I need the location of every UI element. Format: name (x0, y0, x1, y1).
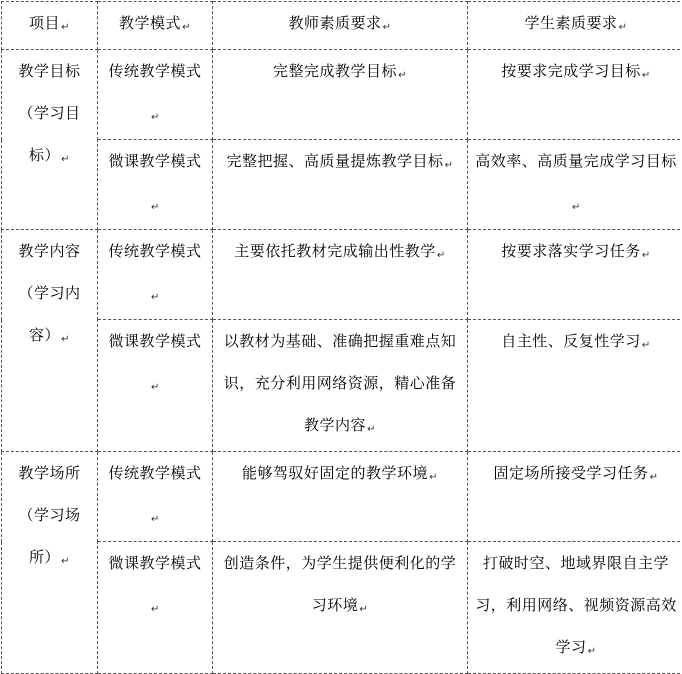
paragraph-mark-icon: ↵ (367, 424, 376, 435)
mode-cell: 传统教学模式↵ (98, 452, 213, 542)
table-row (2, 452, 682, 542)
student-cell: 按要求落实学习任务↵ (468, 230, 682, 320)
paragraph-mark-icon: ↵ (429, 472, 438, 483)
teacher-cell: 完整完成教学目标↵ (213, 50, 468, 140)
paragraph-mark-icon: ↵ (151, 202, 160, 213)
table-row (2, 140, 682, 230)
teacher-cell: 创造条件，为学生提供便利化的学习环境↵ (213, 542, 468, 674)
paragraph-mark-icon: ↵ (588, 646, 597, 657)
table-row (2, 542, 682, 674)
category-cell: 教学内容（学习内容）↵ (2, 230, 98, 452)
paragraph-mark-icon: ↵ (650, 472, 659, 483)
teacher-cell: 完整把握、高质量提炼教学目标↵ (213, 140, 468, 230)
header-cell-item: 项目↵ (2, 2, 98, 50)
paragraph-mark-icon: ↵ (151, 604, 160, 615)
teacher-cell: 以教材为基础、准确把握重难点知识，充分利用网络资源，精心准备教学内容↵ (213, 320, 468, 452)
student-cell: 固定场所接受学习任务↵ (468, 452, 682, 542)
paragraph-mark-icon: ↵ (61, 22, 70, 33)
paragraph-mark-icon: ↵ (61, 154, 70, 165)
mode-cell: 传统教学模式↵ (98, 230, 213, 320)
table-row (2, 320, 682, 452)
paragraph-mark-icon: ↵ (182, 22, 191, 33)
paragraph-mark-icon: ↵ (642, 340, 651, 351)
student-cell: 自主性、反复性学习↵ (468, 320, 682, 452)
paragraph-mark-icon: ↵ (151, 112, 160, 123)
header-cell-teacher: 教师素质要求↵ (213, 2, 468, 50)
paragraph-mark-icon: ↵ (359, 604, 368, 615)
paragraph-mark-icon: ↵ (383, 22, 392, 33)
paragraph-mark-icon: ↵ (151, 382, 160, 393)
category-cell: 教学目标（学习目标）↵ (2, 50, 98, 230)
paragraph-mark-icon: ↵ (572, 202, 581, 213)
mode-cell: 传统教学模式↵ (98, 50, 213, 140)
paragraph-mark-icon: ↵ (151, 292, 160, 303)
paragraph-mark-icon: ↵ (398, 70, 407, 81)
header-row (2, 2, 682, 50)
paragraph-mark-icon: ↵ (437, 250, 446, 261)
category-cell: 教学场所（学习场所）↵ (2, 452, 98, 674)
paragraph-mark-icon: ↵ (61, 556, 70, 567)
student-cell: 按要求完成学习目标↵ (468, 50, 682, 140)
paragraph-mark-icon: ↵ (642, 250, 651, 261)
mode-cell: 微课教学模式↵ (98, 542, 213, 674)
paragraph-mark-icon: ↵ (61, 334, 70, 345)
header-cell-student: 学生素质要求↵ (468, 2, 682, 50)
student-cell: 打破时空、地域界限自主学习，利用网络、视频资源高效学习↵ (468, 542, 682, 674)
paragraph-mark-icon: ↵ (642, 70, 651, 81)
paragraph-mark-icon: ↵ (619, 22, 628, 33)
paragraph-mark-icon: ↵ (151, 514, 160, 525)
teacher-cell: 主要依托教材完成输出性教学↵ (213, 230, 468, 320)
teacher-cell: 能够驾驭好固定的教学环境↵ (213, 452, 468, 542)
comparison-table (1, 1, 682, 674)
paragraph-mark-icon: ↵ (445, 160, 454, 171)
table-row (2, 50, 682, 140)
table-row (2, 230, 682, 320)
student-cell: 高效率、高质量完成学习目标↵ (468, 140, 682, 230)
mode-cell: 微课教学模式↵ (98, 320, 213, 452)
header-cell-mode: 教学模式↵ (98, 2, 213, 50)
mode-cell: 微课教学模式↵ (98, 140, 213, 230)
